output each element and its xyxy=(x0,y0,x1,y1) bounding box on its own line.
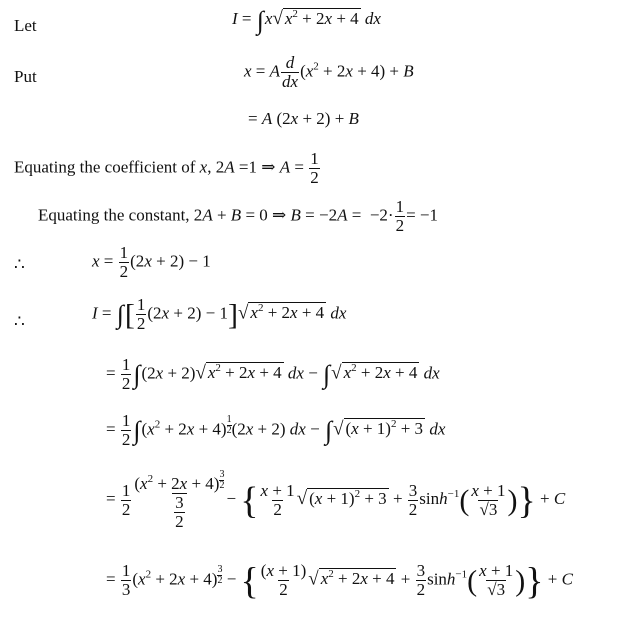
constant-statement: Equating the constant, 2A + B = 0 ⇒ B = −2A = −2· $\frac{1}{2}$ = −1 xyxy=(38,197,439,235)
equation-put-2: = A (2x + 2) + B xyxy=(248,109,359,128)
therefore-symbol: ∴ xyxy=(14,255,25,274)
put-label: Put xyxy=(14,67,37,86)
coefficient-statement: Equating the coefficient of x, 2A =1 ⇒ A = $\frac{1}{2}$ xyxy=(14,149,319,187)
equation-step-2: = $\frac{1}{2}$ ∫(2x + 2)√ $x^2 + 2x + 4$ dx − ∫√ $x^2 + 2x + 4$ dx xyxy=(106,355,440,393)
equation-let: I = ∫x√ $x^2 + 2x + 4$ dx xyxy=(232,6,381,35)
equation-x: x = $\frac{1}{2}$ (2x + 2) − 1 xyxy=(92,243,211,281)
equation-step-4: = $\frac{1}{2}$ $(x^2 + 2x + 4)$ $\frac{3}{2}$ $\frac{3}{2}$ − { $\frac{x + 1}{2}$ √ $(x + 1)^2 + 3$ + $\frac{3}{2}$ $\sinh^{-1}$( $\frac{x + 1}{√3}$ )} + C xyxy=(106,469,566,531)
therefore-symbol: ∴ xyxy=(14,312,25,331)
equation-I: I = ∫[ $\frac{1}{2}$ (2x + 2) − 1]√ $x^2 + 2x + 4$ dx xyxy=(92,295,347,333)
equation-put-1: x = A $\frac{d}{dx}$ $(x^2 + 2x + 4) + B$ xyxy=(244,53,414,91)
equation-step-3: = $\frac{1}{2}$ $\int(x^2 + 2x + 4)$ $\frac{1}{2}$ (2x + 2) dx − ∫√ $(x + 1)^2 + 3$ dx xyxy=(106,411,446,449)
equation-step-5: = $\frac{1}{3}$ $(x^2 + 2x + 4)$ $\frac{3}{2}$ − { $\frac{(x + 1)}{2}$ √ $x^2 + 2x + 4$ + $\frac{3}{2}$ $\sinh^{-1}$( $\frac{x + 1}{√3}$ )} + C xyxy=(106,560,573,603)
let-label: Let xyxy=(14,16,37,35)
